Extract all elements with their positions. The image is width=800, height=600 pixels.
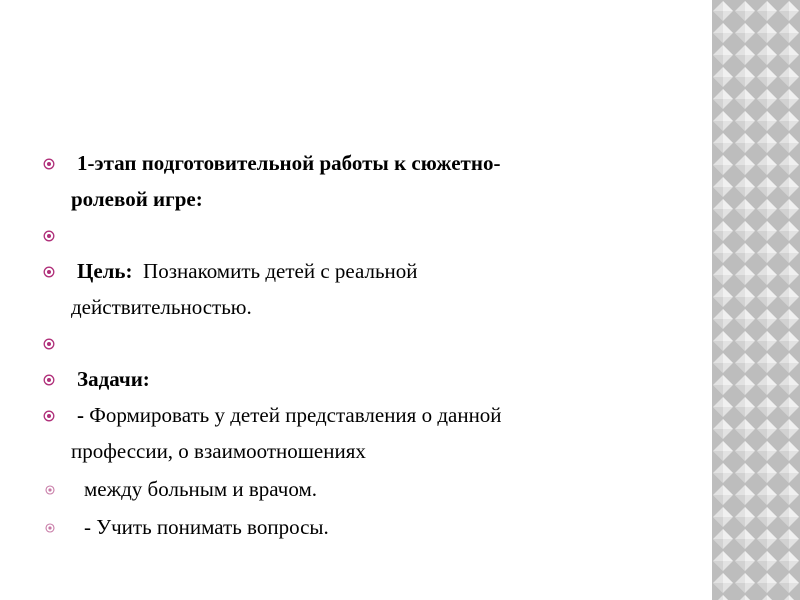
list-item-text: - Учить понимать вопросы. — [84, 515, 329, 539]
circle-bullet-icon — [43, 158, 55, 170]
list-item-bold: 1-этап подготовительной работы к сюжетно- — [77, 151, 501, 175]
slide-title-line-2: «У ВРАЧА» — [314, 99, 396, 116]
list-item-text: действительностью. — [71, 295, 252, 319]
list-item-text: профессии, о взаимоотношениях — [71, 439, 366, 463]
list-item-text — [77, 361, 150, 397]
list-item-text — [71, 181, 203, 217]
circle-bullet-icon — [43, 374, 55, 386]
list-item-bold: Задачи: — [77, 367, 150, 391]
list-item-regular: Познакомить детей с реальной — [143, 259, 418, 283]
list-item-text — [77, 397, 502, 433]
list-item-bold: - — [77, 403, 84, 427]
circle-bullet-icon — [43, 266, 55, 278]
circle-bullet-icon — [44, 484, 56, 496]
circle-bullet-icon — [43, 230, 55, 242]
diamond-pattern — [712, 0, 800, 600]
diamond-pattern-band — [712, 0, 800, 600]
slide-title — [80, 78, 630, 118]
list-item-bold: ролевой игре: — [71, 187, 203, 211]
list-item-regular: Формировать у детей представления о данной — [89, 403, 502, 427]
circle-bullet-icon — [44, 522, 56, 534]
slide-title-line-1: СЮЖЕТНО-РОЛЕВАЯ ИГРА — [252, 79, 458, 96]
list-item-text — [77, 145, 500, 181]
list-item-bold: Цель: — [77, 259, 133, 283]
circle-bullet-icon — [43, 410, 55, 422]
circle-bullet-icon — [43, 338, 55, 350]
list-item-text — [77, 253, 418, 289]
list-item-text: между больным и врачом. — [84, 477, 317, 501]
